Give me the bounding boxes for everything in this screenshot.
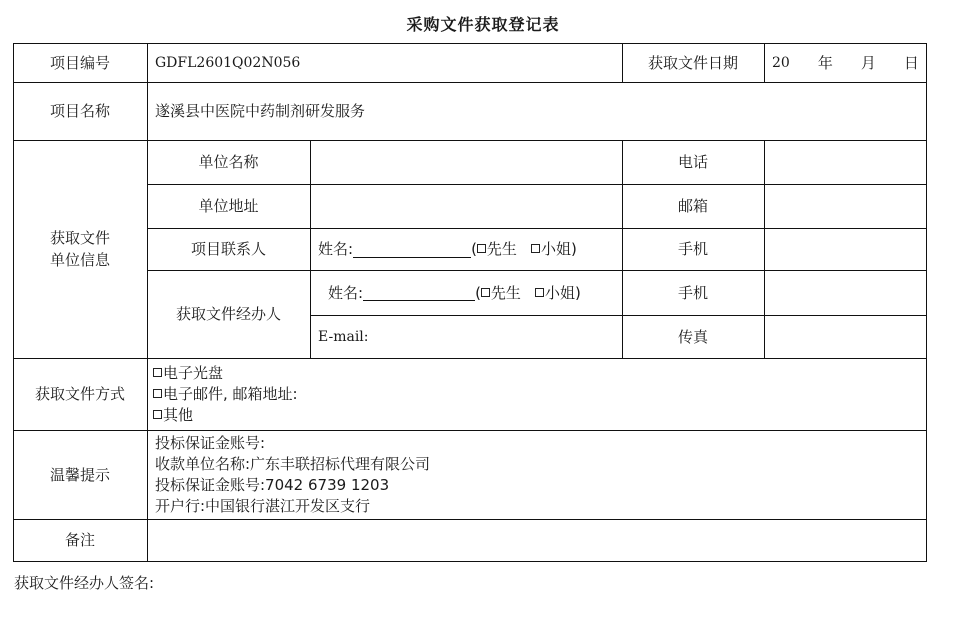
- handler-name-prefix: 姓名:: [328, 283, 364, 302]
- unit-address-field[interactable]: [310, 184, 622, 228]
- method-option-email[interactable]: [153, 384, 298, 405]
- contact-label: 项目联系人: [190, 240, 266, 258]
- mobile-label-2: 手机: [677, 283, 708, 302]
- tips-line: 投标保证金账号:: [155, 433, 266, 452]
- phone-field[interactable]: [764, 140, 926, 184]
- unit-info-label: [13, 140, 147, 358]
- date-label: 获取文件日期: [647, 54, 738, 72]
- unit-info-label-line2: 单位信息: [49, 251, 110, 269]
- project-no-label: 项目编号: [49, 54, 110, 72]
- unit-name-label: 单位名称: [198, 153, 259, 171]
- contact-ms-checkbox[interactable]: [531, 244, 540, 253]
- handler-paren: (: [475, 283, 481, 302]
- project-name-label: 项目名称: [49, 102, 110, 120]
- contact-ms-label: 小姐): [540, 240, 577, 258]
- method-label: 获取文件方式: [34, 385, 125, 403]
- phone-label: 电话: [677, 153, 708, 171]
- method-options: [147, 358, 926, 430]
- date-year-prefix: 20: [772, 55, 790, 71]
- remarks-label: 备注: [64, 531, 95, 549]
- date-year-unit: 年: [817, 54, 833, 72]
- unit-address-label: 单位地址: [198, 197, 259, 215]
- remarks-field[interactable]: [147, 519, 926, 561]
- handler-mr-label: 先生: [490, 283, 521, 302]
- signature-label: 获取文件经办人签名:: [14, 574, 155, 592]
- handler-mr-checkbox[interactable]: [481, 288, 490, 297]
- handler-label: 获取文件经办人: [175, 305, 281, 323]
- method-other-label: 其他: [163, 405, 194, 424]
- tips-label: 温馨提示: [49, 465, 110, 484]
- contact-name-blank[interactable]: [353, 241, 471, 258]
- method-other-checkbox[interactable]: [153, 410, 162, 419]
- mobile-label: 手机: [677, 240, 708, 258]
- handler-name-field[interactable]: [310, 270, 622, 315]
- method-disc-label: 电子光盘: [163, 363, 224, 382]
- date-field[interactable]: [764, 43, 926, 83]
- method-email-label: 电子邮件, 邮箱地址:: [163, 384, 298, 403]
- contact-mr-label: 先生: [486, 240, 517, 258]
- date-day-unit: 日: [903, 54, 919, 72]
- project-no-value: GDFL2601Q02N056: [155, 55, 301, 71]
- table-border-bottom: [13, 561, 927, 562]
- contact-name-field[interactable]: [310, 228, 622, 270]
- handler-ms-label: 小姐): [544, 283, 581, 302]
- fax-label: 传真: [677, 327, 708, 346]
- tips-line: 收款单位名称:广东丰联招标代理有限公司: [155, 454, 431, 473]
- project-name-value: 遂溪县中医院中药制剂研发服务: [155, 102, 366, 120]
- handler-mobile-field[interactable]: [764, 270, 926, 315]
- unit-info-label-line1: 获取文件: [49, 229, 110, 247]
- unit-name-field[interactable]: [310, 140, 622, 184]
- mailbox-label: 邮箱: [677, 197, 708, 215]
- table-border-right: [926, 43, 927, 562]
- tips-content: [147, 430, 926, 519]
- form-title: 采购文件获取登记表: [406, 15, 560, 34]
- handler-name-blank[interactable]: [363, 284, 475, 301]
- method-disc-checkbox[interactable]: [153, 368, 162, 377]
- fax-field[interactable]: [764, 315, 926, 358]
- method-option-disc[interactable]: [153, 363, 223, 384]
- contact-paren: (: [471, 240, 477, 258]
- date-month-unit: 月: [860, 54, 876, 72]
- handler-ms-checkbox[interactable]: [535, 288, 544, 297]
- method-option-other[interactable]: [153, 405, 193, 426]
- email-field[interactable]: E-mail:: [318, 328, 369, 345]
- contact-mobile-field[interactable]: [764, 228, 926, 270]
- tips-line: 开户行:中国银行湛江开发区支行: [155, 496, 371, 515]
- tips-line: 投标保证金账号:7042 6739 1203: [155, 475, 390, 494]
- method-email-checkbox[interactable]: [153, 389, 162, 398]
- contact-name-prefix: 姓名:: [318, 240, 354, 258]
- mailbox-field[interactable]: [764, 184, 926, 228]
- contact-mr-checkbox[interactable]: [477, 244, 486, 253]
